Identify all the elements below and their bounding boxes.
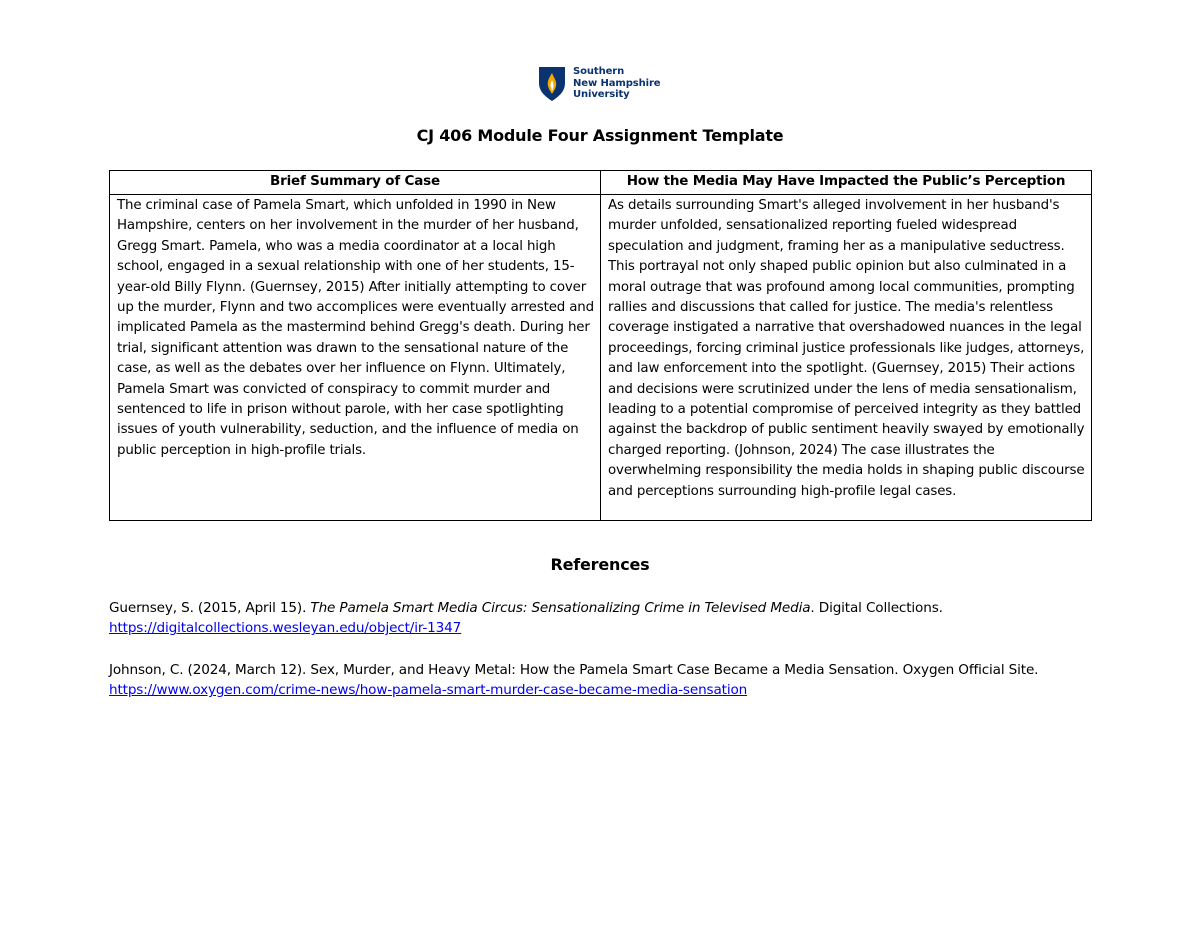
reference-item — [109, 598, 1099, 639]
reference-link[interactable]: https://www.oxygen.com/crime-news/how-pamela-smart-murder-case-became-media-sensation — [109, 682, 748, 699]
header-case-summary: Brief Summary of Case — [110, 171, 601, 195]
reference-source: . Digital Collections. — [810, 600, 943, 616]
reference-citation: Guernsey, S. (2015, April 15). — [109, 600, 311, 616]
reference-item — [109, 660, 1099, 701]
reference-link[interactable]: https://digitalcollections.wesleyan.edu/object/ir-1347 — [109, 620, 462, 637]
assignment-table — [109, 170, 1092, 521]
table-header-row — [110, 171, 1092, 195]
logo-wordmark — [573, 66, 660, 101]
shield-flame-icon — [538, 66, 566, 102]
university-logo — [538, 66, 678, 104]
logo-line-1: Southern — [573, 66, 625, 77]
cell-media-impact[interactable]: As details surrounding Smart's alleged involvement in her husband's murder unfolded, sensationalized reporting fueled widespread speculation and judgment, framing her as a manipulative seductress. This portrayal not only shaped public opinion but also culminated in a moral outrage that was profound among local communities, prompting rallies and discussions that called for justice. The media's relentless coverage instigated a narrative that overshadowed nuances in the legal proceedings, forcing criminal justice professionals like judges, attorneys, and law enforcement into the spotlight. (Guernsey, 2015) Their actions and decisions were scrutinized under the lens of media sensationalism, leading to a potential compromise of perceived integrity as they battled against the backdrop of public sentiment heavily swayed by emotionally charged reporting. (Johnson, 2024) The case illustrates the overwhelming responsibility the media holds in shaping public discourse and perceptions surrounding high-profile legal cases. — [601, 195, 1092, 521]
table-row — [110, 195, 1092, 521]
cell-case-summary[interactable]: The criminal case of Pamela Smart, which unfolded in 1990 in New Hampshire, centers on her involvement in the murder of her husband, Gregg Smart. Pamela, who was a media coordinator at a local high school, engaged in a sexual relationship with one of her students, 15-year-old Billy Flynn. (Guernsey, 2015) After initially attempting to cover up the murder, Flynn and two accomplices were eventually arrested and implicated Pamela as the mastermind behind Gregg's death. During her trial, significant attention was drawn to the sensational nature of the case, as well as the debates over her influence on Flynn. Ultimately, Pamela Smart was convicted of conspiracy to commit murder and sentenced to life in prison without parole, with her case spotlighting issues of youth vulnerability, seduction, and the influence of media on public perception in high-profile trials. — [110, 195, 601, 521]
header-media-impact: How the Media May Have Impacted the Public’s Perception — [601, 171, 1092, 195]
logo-line-2: New Hampshire — [573, 77, 661, 89]
references-heading: References — [550, 555, 650, 574]
logo-line-3: University — [573, 89, 630, 100]
document-title: CJ 406 Module Four Assignment Template — [416, 126, 784, 145]
reference-citation: Johnson, C. (2024, March 12). Sex, Murder, and Heavy Metal: How the Pamela Smart Case Became a Media Sensation. Oxygen Official Site. — [109, 662, 1039, 678]
reference-title: The Pamela Smart Media Circus: Sensationalizing Crime in Televised Media — [310, 600, 811, 616]
